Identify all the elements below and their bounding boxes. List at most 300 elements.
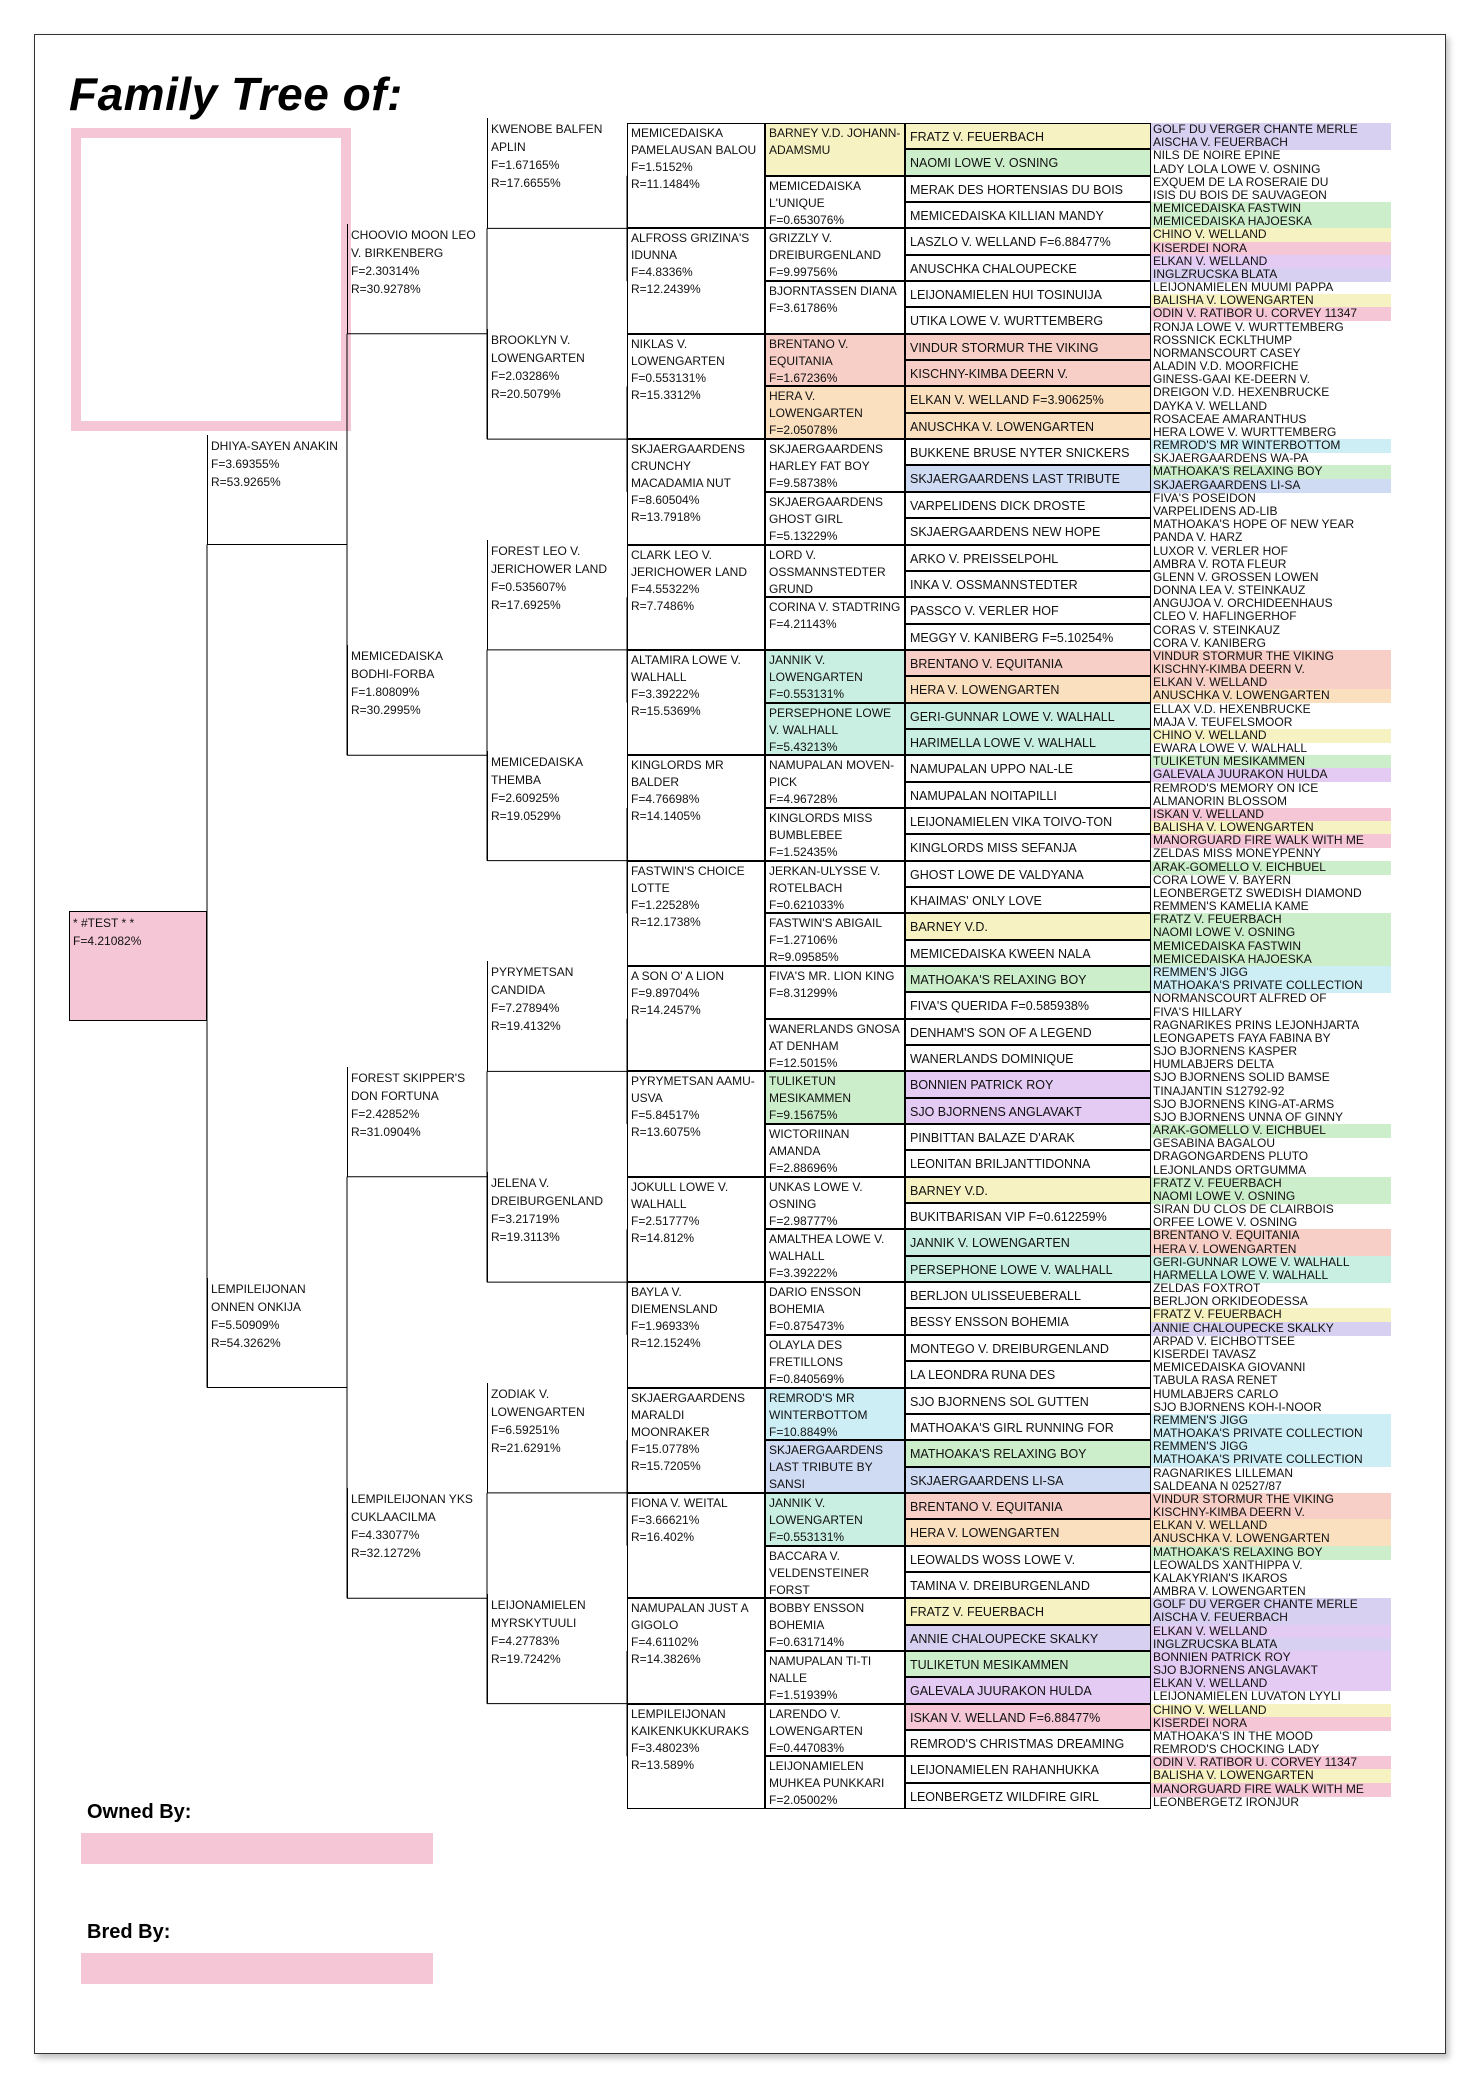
gen6-dog: [765, 1335, 905, 1388]
gen8-ancestor: FRATZ V. FEUERBACH: [1151, 913, 1391, 927]
gen8-ancestor: LEONBERGETZ SWEDISH DIAMOND: [1153, 886, 1362, 900]
gen6-dog: [765, 755, 905, 808]
coi-value: F=4.27783%: [491, 1633, 560, 1648]
gen6-dog: [765, 281, 905, 334]
dog-name: ANUSCHKA CHALOUPECKE: [910, 261, 1077, 276]
dog-name: DENHAM'S SON OF A LEGEND: [910, 1025, 1092, 1040]
gen5-dog: [627, 123, 765, 228]
gen8-ancestor: FRATZ V. FEUERBACH: [1151, 1177, 1391, 1191]
dog-name: FRATZ V. FEUERBACH: [910, 130, 1045, 144]
gen8-ancestor: RONJA LOWE V. WURTTEMBERG: [1153, 320, 1344, 334]
gen7-dog: [905, 1677, 1151, 1703]
gen7-dog: [905, 202, 1151, 228]
dog-name: SKJAERGAARDENS CRUNCHY MACADAMIA NUT: [631, 442, 746, 491]
gen8-ancestor: SJO BJORNENS UNNA OF GINNY: [1153, 1110, 1344, 1124]
gen8-ancestor: ELKAN V. WELLAND: [1151, 1625, 1391, 1639]
coi-value: F=9.58738%: [769, 476, 838, 491]
gen7-dog: [905, 1546, 1151, 1572]
dog-name: REMROD'S CHRISTMAS DREAMING: [910, 1736, 1125, 1751]
gen8-ancestor: RAGNARIKES LILLEMAN: [1153, 1466, 1294, 1480]
gen7-dog: [905, 624, 1151, 650]
gen6-dog: [765, 176, 905, 229]
gen8-ancestor: ANNIE CHALOUPECKE SKALKY: [1151, 1322, 1391, 1336]
dog-name: BUKKENE BRUSE NYTER SNICKERS: [910, 446, 1130, 461]
dog-name: SKJAERGAARDENS NEW HOPE: [910, 525, 1101, 540]
dog-name: GALEVALA JUURAKON HULDA: [910, 1684, 1092, 1699]
coi-value: F=1.22528%: [631, 897, 700, 912]
gen6-dog: [765, 1177, 905, 1230]
dog-name: BERLJON ULISSEUEBERALL: [910, 1289, 1081, 1304]
gen8-ancestor: REMROD'S MEMORY ON ICE: [1153, 781, 1319, 795]
dog-name: WANERLANDS GNOSA AT DENHAM: [769, 1021, 900, 1053]
gen5-dog: [627, 1598, 765, 1703]
dog-name: JANNIK V. LOWENGARTEN: [910, 1236, 1070, 1251]
gen8-ancestor: KISERDEI NORA: [1151, 242, 1391, 256]
dog-name: NIKLAS V. LOWENGARTEN: [631, 336, 725, 368]
gen8-ancestor: LEJONLANDS ORTGUMMA: [1153, 1163, 1307, 1177]
gen6-dog: [765, 334, 905, 387]
coi-value: F=3.21719%: [491, 1212, 560, 1227]
relationship-value: R=12.2439%: [631, 282, 701, 297]
gen8-ancestor: ANUSCHKA V. LOWENGARTEN: [1151, 1532, 1391, 1546]
relationship-value: R=14.2457%: [631, 1003, 701, 1017]
coi-value: F=4.21082%: [73, 934, 142, 948]
coi-value: F=3.39222%: [769, 1266, 838, 1281]
gen8-ancestor: KISERDEI NORA: [1151, 1717, 1391, 1731]
dog-name: MATHOAKA'S GIRL RUNNING FOR: [910, 1420, 1114, 1435]
gen8-ancestor: SKJAERGAARDENS WA-PA: [1153, 452, 1309, 466]
gen8-ancestor: LEONGAPETS FAYA FABINA BY: [1153, 1031, 1331, 1045]
page-title: Family Tree of:: [69, 68, 403, 120]
gen8-ancestor: AISCHA V. FEUERBACH: [1151, 1611, 1391, 1625]
gen8-ancestor: INGLZRUCSKA BLATA: [1151, 268, 1391, 282]
gen7-dog: [905, 729, 1151, 755]
gen7-dog: [905, 650, 1151, 676]
gen8-ancestor: GERI-GUNNAR LOWE V. WALHALL: [1151, 1256, 1391, 1270]
gen4-dog: [487, 118, 627, 228]
gen6-dog: [765, 1388, 905, 1441]
gen7-dog: [905, 1203, 1151, 1229]
gen7-dog: [905, 755, 1151, 781]
gen6-dog: [765, 1019, 905, 1072]
gen6-dog: [765, 1651, 905, 1704]
dog-name: PINBITTAN BALAZE D'ARAK: [910, 1131, 1075, 1146]
dog-name: BOBBY ENSSON BOHEMIA: [769, 1601, 865, 1633]
coi-value: F=4.96728%: [769, 792, 838, 807]
gen5-dog: [627, 334, 765, 439]
gen5-dog: [627, 228, 765, 333]
gen8-ancestor: HERA V. LOWENGARTEN: [1151, 1243, 1391, 1257]
dog-name: HERA V. LOWENGARTEN: [910, 1526, 1060, 1541]
gen5-dog: [627, 1282, 765, 1387]
gen8-ancestor: EXQUEM DE LA ROSERAIE DU: [1153, 175, 1329, 189]
gen8-ancestor: ALADIN V.D. MOORFICHE: [1153, 360, 1299, 374]
relationship-value: R=19.7242%: [491, 1651, 561, 1666]
dog-name: BAYLA V. DIEMENSLAND: [631, 1285, 718, 1317]
gen7-dog: [905, 307, 1151, 333]
dog-name: BRENTANO V. EQUITANIA: [769, 336, 849, 368]
dog-name: ALFROSS GRIZINA'S IDUNNA: [631, 231, 750, 263]
gen2-dog: [207, 1278, 347, 1388]
gen3-dog: [347, 1488, 487, 1598]
dog-name: SJO BJORNENS SOL GUTTEN: [910, 1394, 1089, 1409]
coi-value: F=3.48023%: [631, 1740, 700, 1755]
relationship-value: R=11.1484%: [631, 177, 700, 191]
gen6-dog: [765, 1756, 905, 1809]
gen8-ancestor: FIVA'S POSEIDON: [1153, 491, 1256, 505]
dog-name: BRENTANO V. EQUITANIA: [910, 1499, 1063, 1514]
gen7-dog: [905, 834, 1151, 860]
gen4-dog: [487, 329, 627, 439]
dog-name: BJORNTASSEN DIANA: [769, 284, 897, 299]
dog-name: FRATZ V. FEUERBACH: [910, 1605, 1045, 1620]
gen7-dog: [905, 1071, 1151, 1097]
dog-name: AMALTHEA LOWE V. WALHALL: [769, 1232, 885, 1264]
gen8-ancestor: CORAS V. STEINKAUZ: [1153, 623, 1280, 637]
dog-name: MONTEGO V. DREIBURGENLAND: [910, 1341, 1109, 1356]
dog-name: LEONBERGETZ WILDFIRE GIRL: [910, 1789, 1099, 1804]
gen6-dog: [765, 1546, 905, 1599]
gen7-dog: [905, 782, 1151, 808]
gen8-ancestor: DRAGONGARDENS PLUTO: [1153, 1150, 1309, 1164]
dog-name: PYRYMETSAN CANDIDA: [491, 965, 574, 998]
gen8-ancestor: INGLZRUCSKA BLATA: [1151, 1638, 1391, 1652]
dog-name: LEMPILEIJONAN YKS CUKLAACILMA: [351, 1492, 473, 1525]
gen8-ancestor: FIVA'S HILLARY: [1153, 1005, 1243, 1019]
gen8-ancestor: GINESS-GAAI KE-DEERN V.: [1153, 373, 1310, 387]
gen7-dog: [905, 1519, 1151, 1545]
coi-value: F=1.52435%: [769, 844, 838, 859]
dog-name: TAMINA V. DREIBURGENLAND: [910, 1578, 1090, 1593]
gen7-dog: [905, 123, 1151, 149]
dog-name: MERAK DES HORTENSIAS DU BOIS: [910, 182, 1124, 197]
gen6-dog: [765, 1493, 905, 1546]
gen7-dog: [905, 1256, 1151, 1282]
dog-name: GHOST LOWE DE VALDYANA: [910, 867, 1084, 882]
dog-name: FOREST LEO V. JERICHOWER LAND: [491, 543, 608, 576]
dog-name: NAOMI LOWE V. OSNING: [910, 156, 1059, 171]
dog-name: WANERLANDS DOMINIQUE: [910, 1052, 1074, 1067]
relationship-value: R=53.9265%: [211, 474, 281, 489]
dog-name: MEMICEDAISKA THEMBA: [491, 754, 583, 787]
gen5-dog: [627, 439, 765, 544]
dog-name: ANUSCHKA V. LOWENGARTEN: [910, 419, 1095, 434]
coi-value: F=1.96933%: [631, 1319, 700, 1334]
coi-value: F=5.43213%: [769, 739, 838, 754]
dog-name: BESSY ENSSON BOHEMIA: [910, 1315, 1069, 1330]
dog-name: MEMICEDAISKA L'UNIQUE: [769, 178, 861, 210]
gen5-dog: [627, 861, 765, 966]
coi-value: F=7.27894%: [491, 1001, 560, 1016]
gen8-ancestor: BALISHA V. LOWENGARTEN: [1151, 1769, 1391, 1783]
dog-name: FIVA'S MR. LION KING: [769, 969, 895, 983]
dog-name: KINGLORDS MISS BUMBLEBEE: [769, 810, 873, 842]
relationship-value: R=19.0529%: [491, 808, 561, 823]
coi-value: F=9.99756%: [769, 265, 838, 280]
gen7-dog: [905, 1414, 1151, 1440]
gen3-dog: [347, 645, 487, 755]
gen7-dog: [905, 176, 1151, 202]
gen7-dog: [905, 966, 1151, 992]
gen8-ancestor: LEIJONAMIELEN MUUMI PAPPA: [1153, 281, 1334, 295]
dog-name: JANNIK V. LOWENGARTEN: [769, 1495, 863, 1527]
gen7-dog: [905, 518, 1151, 544]
coi-value: F=5.84517%: [631, 1108, 700, 1123]
gen7-dog: [905, 1308, 1151, 1334]
gen6-dog: [765, 808, 905, 861]
gen7-dog: [905, 281, 1151, 307]
coi-value: F=1.67236%: [769, 370, 838, 385]
gen7-dog: [905, 861, 1151, 887]
dog-name: SKJAERGAARDENS LAST TRIBUTE: [910, 472, 1121, 487]
gen7-dog: [905, 992, 1151, 1018]
dog-name: BUKITBARISAN VIP F=0.612259%: [910, 1210, 1107, 1225]
dog-name: BRENTANO V. EQUITANIA: [910, 656, 1063, 671]
gen8-ancestor: CHINO V. WELLAND: [1151, 729, 1391, 743]
dog-name: INKA V. OSSMANNSTEDTER: [910, 577, 1078, 592]
gen7-dog: [905, 1783, 1151, 1809]
dog-name: ALTAMIRA LOWE V. WALHALL: [631, 652, 741, 684]
gen8-ancestor: TULIKETUN MESIKAMMEN: [1151, 755, 1391, 769]
gen8-ancestor: GOLF DU VERGER CHANTE MERLE: [1151, 1598, 1391, 1612]
dog-name: LEIJONAMIELEN MUHKEA PUNKKARI: [769, 1759, 885, 1791]
dog-name: PASSCO V. VERLER HOF: [910, 604, 1059, 619]
gen3-dog: [347, 1067, 487, 1177]
dog-name: LEOWALDS WOSS LOWE V.: [910, 1552, 1076, 1567]
coi-value: F=0.631714%: [769, 1635, 845, 1650]
dog-name: JERKAN-ULYSSE V. ROTELBACH: [769, 863, 881, 895]
relationship-value: R=20.5079%: [491, 387, 561, 402]
relationship-value: R=7.7486%: [631, 598, 695, 613]
gen8-ancestor: ELLAX V.D. HEXENBRUCKE: [1153, 702, 1311, 716]
relationship-value: R=9.09585%: [769, 950, 839, 965]
gen8-ancestor: RAGNARIKES PRINS LEJONHJARTA: [1153, 1018, 1360, 1032]
gen8-ancestor: MATHOAKA'S PRIVATE COLLECTION: [1151, 1453, 1391, 1467]
dog-name: CHOOVIO MOON LEO V. BIRKENBERG: [351, 227, 476, 260]
relationship-value: R=13.589%: [631, 1757, 695, 1772]
gen8-ancestor: MATHOAKA'S IN THE MOOD: [1153, 1729, 1313, 1743]
coi-value: F=4.76698%: [631, 792, 700, 807]
dog-name: NAMUPALAN JUST A GIGOLO: [631, 1601, 748, 1633]
gen8-ancestor: FRATZ V. FEUERBACH: [1151, 1308, 1391, 1322]
relationship-value: R=31.0904%: [351, 1124, 421, 1139]
gen8-ancestor: NORMANSCOURT CASEY: [1153, 346, 1301, 360]
dog-name: ANNIE CHALOUPECKE SKALKY: [910, 1631, 1099, 1646]
gen4-dog: [487, 961, 627, 1071]
gen8-ancestor: NORMANSCOURT ALFRED OF: [1153, 992, 1327, 1006]
gen8-ancestor: KISERDEI TAVASZ: [1153, 1347, 1257, 1361]
gen5-dog: [627, 1704, 765, 1809]
dog-name: VARPELIDENS DICK DROSTE: [910, 498, 1086, 513]
gen7-dog: [905, 1045, 1151, 1071]
relationship-value: R=16.402%: [631, 1529, 695, 1544]
dog-name: DHIYA-SAYEN ANAKIN: [211, 438, 338, 453]
relationship-value: R=14.3826%: [631, 1652, 701, 1667]
gen8-ancestor: BERLJON ORKIDEODESSA: [1153, 1295, 1308, 1309]
gen8-ancestor: ELKAN V. WELLAND: [1151, 255, 1391, 269]
coi-value: F=2.60925%: [491, 790, 560, 805]
dog-name: CLARK LEO V. JERICHOWER LAND: [631, 547, 748, 579]
pedigree-page: [34, 34, 1446, 2054]
dog-name: GERI-GUNNAR LOWE V. WALHALL: [910, 709, 1115, 724]
gen5-dog: [627, 1071, 765, 1176]
gen6-dog: [765, 1598, 905, 1651]
dog-name: KINGLORDS MR BALDER: [631, 758, 724, 790]
relationship-value: R=19.3113%: [491, 1230, 560, 1245]
gen8-ancestor: KISCHNY-KIMBA DEERN V.: [1151, 1506, 1391, 1520]
dog-name: JELENA V. DREIBURGENLAND: [491, 1176, 604, 1209]
dog-name: TULIKETUN MESIKAMMEN: [910, 1657, 1069, 1672]
coi-value: F=2.42852%: [351, 1106, 420, 1121]
coi-value: F=2.88696%: [769, 1161, 838, 1176]
dog-name: NAMUPALAN NOITAPILLI: [910, 788, 1057, 803]
coi-value: F=2.98777%: [769, 1213, 838, 1228]
gen8-ancestor: BALISHA V. LOWENGARTEN: [1151, 294, 1391, 308]
dog-name: HERA V. LOWENGARTEN: [910, 683, 1060, 698]
dog-name: LEIJONAMIELEN MYRSKYTUULI: [491, 1597, 586, 1630]
gen8-ancestor: LEIJONAMIELEN LUVATON LYYLI: [1153, 1690, 1341, 1704]
gen8-ancestor: HERA LOWE V. WURTTEMBERG: [1153, 425, 1337, 439]
dog-name: KINGLORDS MISS SEFANJA: [910, 841, 1077, 856]
dog-name: DARIO ENSSON BOHEMIA: [769, 1285, 862, 1317]
gen8-ancestor: KALAKYRIAN'S IKAROS: [1153, 1571, 1288, 1585]
gen8-ancestor: ISKAN V. WELLAND: [1151, 808, 1391, 822]
dog-name: FIONA V. WEITAL: [631, 1495, 728, 1510]
gen5-dog: [627, 755, 765, 860]
relationship-value: R=14.812%: [631, 1230, 695, 1245]
gen7-dog: [905, 1493, 1151, 1519]
gen6-dog: [765, 1071, 905, 1124]
gen8-ancestor: REMROD'S MR WINTERBOTTOM: [1151, 439, 1391, 453]
gen8-ancestor: BONNIEN PATRICK ROY: [1151, 1651, 1391, 1665]
dog-name: LARENDO V. LOWENGARTEN: [769, 1706, 863, 1738]
dog-name: ZODIAK V. LOWENGARTEN: [491, 1386, 585, 1419]
gen8-ancestor: MANORGUARD FIRE WALK WITH ME: [1151, 834, 1391, 848]
gen7-dog: [905, 1019, 1151, 1045]
dog-name: FASTWIN'S ABIGAIL: [769, 916, 882, 931]
gen7-dog: [905, 413, 1151, 439]
coi-value: F=3.39222%: [631, 686, 700, 701]
dog-name: LA LEONDRA RUNA DES: [910, 1368, 1056, 1383]
dog-name: BARNEY V.D.: [910, 920, 988, 935]
gen8-ancestor: CHINO V. WELLAND: [1151, 1704, 1391, 1718]
dog-name: BARNEY V.D.: [910, 1183, 988, 1198]
gen7-dog: [905, 1335, 1151, 1361]
gen6-dog: [765, 492, 905, 545]
gen8-ancestor: ARPAD V. EICHBOTTSEE: [1153, 1334, 1296, 1348]
gen8-ancestor: VINDUR STORMUR THE VIKING: [1151, 1493, 1391, 1507]
relationship-value: R=17.6655%: [491, 176, 561, 191]
dog-name: OLAYLA DES FRETILLONS: [769, 1337, 844, 1369]
gen7-dog: [905, 255, 1151, 281]
dog-name: HARIMELLA LOWE V. WALHALL: [910, 735, 1096, 750]
relationship-value: R=30.2995%: [351, 703, 421, 718]
coi-value: F=0.553131%: [631, 370, 707, 385]
dog-name: A SON O' A LION: [631, 969, 724, 983]
dog-name: MATHOAKA'S RELAXING BOY: [910, 973, 1087, 987]
dog-name: VINDUR STORMUR THE VIKING: [910, 340, 1099, 355]
coi-value: F=2.51777%: [631, 1213, 700, 1228]
dog-name: UNKAS LOWE V. OSNING: [769, 1179, 863, 1211]
gen6-dog: [765, 1440, 905, 1493]
gen8-ancestor: ZELDAS FOXTROT: [1153, 1282, 1261, 1296]
gen8-ancestor: MEMICEDAISKA FASTWIN: [1151, 202, 1391, 216]
coi-value: F=0.553131%: [769, 686, 845, 701]
gen8-ancestor: DONNA LEA V. STEINKAUZ: [1153, 584, 1306, 598]
gen7-dog: [905, 1651, 1151, 1677]
gen7-dog: [905, 808, 1151, 834]
dog-name: SKJAERGAARDENS MARALDI MOONRAKER: [631, 1390, 746, 1439]
relationship-value: R=15.7205%: [631, 1458, 701, 1473]
gen7-dog: [905, 492, 1151, 518]
gen8-ancestor: BRENTANO V. EQUITANIA: [1151, 1229, 1391, 1243]
dog-name: LASZLO V. WELLAND F=6.88477%: [910, 235, 1111, 250]
gen5-dog: [627, 1388, 765, 1493]
dog-name: KWENOBE BALFEN APLIN: [491, 122, 603, 155]
coi-value: F=2.05002%: [769, 1793, 838, 1808]
coi-value: F=4.8336%: [631, 265, 693, 280]
gen8-ancestor: GESABINA BAGALOU: [1153, 1137, 1276, 1151]
dog-name: PERSEPHONE LOWE V. WALHALL: [769, 705, 892, 737]
relationship-value: R=13.6075%: [631, 1125, 701, 1140]
gen8-ancestor: ODIN V. RATIBOR U. CORVEY 11347: [1151, 307, 1391, 321]
dog-name: MEGGY V. KANIBERG F=5.10254%: [910, 630, 1114, 645]
gen8-ancestor: MANORGUARD FIRE WALK WITH ME: [1151, 1783, 1391, 1797]
relationship-value: R=12.1524%: [631, 1336, 701, 1351]
gen3-dog: [347, 224, 487, 334]
coi-value: F=4.61102%: [631, 1635, 699, 1650]
coi-value: F=2.05078%: [769, 423, 838, 438]
gen8-ancestor: REMMEN'S JIGG: [1151, 966, 1391, 980]
gen7-dog: [905, 228, 1151, 254]
relationship-value: R=19.4132%: [491, 1019, 561, 1034]
dog-name: LEONITAN BRILJANTTIDONNA: [910, 1157, 1091, 1172]
dog-name: SKJAERGAARDENS HARLEY FAT BOY: [769, 442, 884, 474]
dog-name: MEMICEDAISKA PAMELAUSAN BALOU: [631, 126, 757, 157]
gen4-dog: [487, 1383, 627, 1493]
dog-name: * #TEST * *: [73, 916, 135, 930]
gen8-ancestor: MATHOAKA'S RELAXING BOY: [1151, 1546, 1391, 1560]
coi-value: F=4.55322%: [631, 581, 700, 596]
dog-name: UTIKA LOWE V. WURTTEMBERG: [910, 314, 1104, 329]
gen7-dog: [905, 1124, 1151, 1150]
coi-value: F=1.5152%: [631, 160, 693, 174]
coi-value: F=6.59251%: [491, 1422, 560, 1437]
gen7-dog: [905, 703, 1151, 729]
gen5-dog: [627, 1493, 765, 1598]
gen8-ancestor: GOLF DU VERGER CHANTE MERLE: [1151, 123, 1391, 137]
gen5-dog: [627, 650, 765, 755]
dog-name: LEIJONAMIELEN RAHANHUKKA: [910, 1763, 1099, 1778]
gen8-ancestor: ROSSNICK ECKLTHUMP: [1153, 333, 1293, 347]
gen1-dog: [69, 911, 207, 1021]
gen8-ancestor: SJO BJORNENS KASPER: [1153, 1045, 1298, 1059]
gen8-ancestor: AMBRA V. LOWENGARTEN: [1153, 1585, 1306, 1599]
gen8-ancestor: ALMANORIN BLOSSOM: [1153, 794, 1288, 808]
gen8-ancestor: ARAK-GOMELLO V. EICHBUEL: [1151, 861, 1391, 875]
gen8-ancestor: AMBRA V. ROTA FLEUR: [1153, 557, 1287, 571]
dog-name: HERA V. LOWENGARTEN: [769, 389, 863, 421]
gen8-ancestor: SJO BJORNENS KING-AT-ARMS: [1153, 1097, 1335, 1111]
dog-name: JOKULL LOWE V. WALHALL: [631, 1179, 729, 1211]
dog-name: BROOKLYN V. LOWENGARTEN: [491, 333, 585, 366]
coi-value: F=1.67165%: [491, 158, 560, 173]
gen8-ancestor: AISCHA V. FEUERBACH: [1151, 136, 1391, 150]
gen8-ancestor: LEONBERGETZ IRONJUR: [1153, 1795, 1300, 1809]
gen4-dog: [487, 1172, 627, 1282]
gen7-dog: [905, 1282, 1151, 1308]
gen7-dog: [905, 439, 1151, 465]
